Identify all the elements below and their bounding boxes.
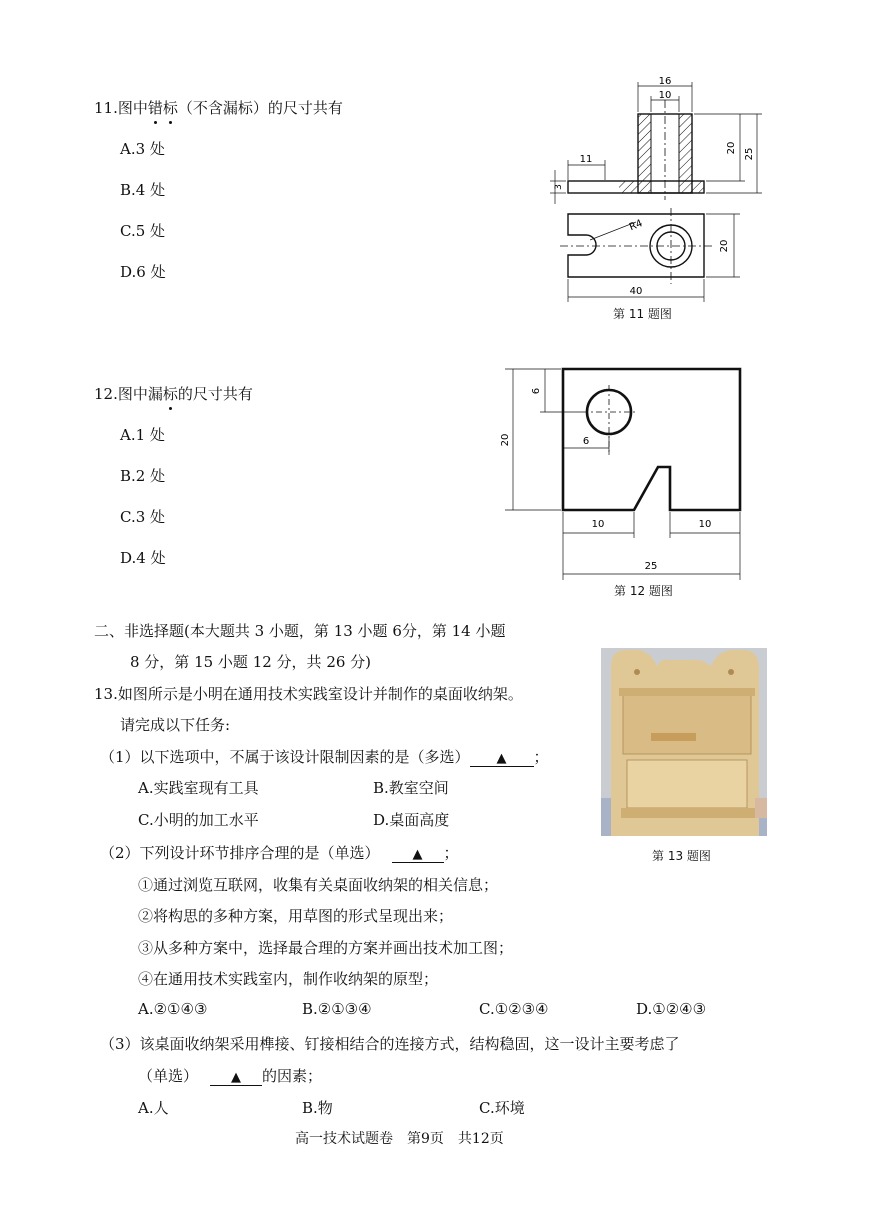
q12-dim-10-b: 10 bbox=[698, 519, 712, 530]
q11-dim-20-b: 20 bbox=[719, 239, 730, 253]
q13-part1-option-a: A.实践室现有工具 bbox=[138, 779, 259, 797]
q11-dim-16: 16 bbox=[658, 76, 672, 87]
q13-part2-option-c: C.①②③④ bbox=[479, 1000, 549, 1018]
q11-figure bbox=[540, 68, 780, 328]
q12-dim-10-a: 10 bbox=[591, 519, 605, 530]
q11-figure-caption: 第 11 题图 bbox=[613, 307, 672, 321]
q13-part2-tail: ； bbox=[443, 844, 459, 862]
q13-part3-option-b: B.物 bbox=[302, 1099, 333, 1117]
q11-suffix: （不含漏标）的尺寸共有 bbox=[177, 99, 343, 117]
section2-heading-line2: 8 分，第 15 小题 12 分，共 26 分) bbox=[130, 653, 372, 671]
q12-option-d: D.4 处 bbox=[120, 549, 166, 567]
q13-part2-text: （2）下列设计环节排序合理的是（单选） bbox=[100, 844, 380, 862]
q11-dim-20-a: 20 bbox=[726, 141, 737, 155]
q13-part2-question bbox=[100, 842, 459, 863]
q12-dim-25: 25 bbox=[644, 561, 658, 572]
q11-dim-11: 11 bbox=[579, 154, 593, 165]
section2-heading-line1: 二、非选择题(本大题共 3 小题，第 13 小题 6分，第 14 小题 bbox=[94, 622, 506, 640]
q13-part2-answer-blank[interactable]: ▲ bbox=[392, 847, 444, 863]
storage-rack-illustration bbox=[601, 648, 767, 836]
q11-option-b: B.4 处 bbox=[120, 181, 166, 199]
q13-part2-step-4: ④在通用技术实践室内，制作收纳架的原型； bbox=[138, 970, 439, 988]
q12-dim-20: 20 bbox=[500, 433, 511, 447]
q13-part2-option-b: B.②①③④ bbox=[302, 1000, 372, 1018]
q13-part1-option-b: B.教室空间 bbox=[373, 779, 449, 797]
q13-part3-prefix: （单选） bbox=[138, 1067, 199, 1085]
q11-option-c: C.5 处 bbox=[120, 222, 166, 240]
q13-part3-line1: （3）该桌面收纳架采用榫接、钉接相结合的连接方式，结构稳固，这一设计主要考虑了 bbox=[100, 1035, 680, 1053]
q13-part2-option-a: A.②①④③ bbox=[138, 1000, 208, 1018]
q11-option-d: D.6 处 bbox=[120, 263, 166, 281]
q13-part1-option-c: C.小明的加工水平 bbox=[138, 811, 259, 829]
q11-emphasis-1: 错 bbox=[147, 99, 163, 117]
q13-part1-option-d: D.桌面高度 bbox=[373, 811, 450, 829]
q12-emphasis: 标 bbox=[162, 385, 178, 403]
q11-dim-3: 3 bbox=[554, 184, 564, 190]
q13-part3-line2 bbox=[138, 1065, 322, 1086]
q13-intro-line2: 请完成以下任务: bbox=[120, 716, 231, 734]
q11-prefix: 11.图中 bbox=[94, 99, 148, 117]
q12-option-c: C.3 处 bbox=[120, 508, 166, 526]
q11-dim-25: 25 bbox=[744, 147, 755, 161]
q13-part2-step-2: ②将构思的多种方案，用草图的形式呈现出来； bbox=[138, 907, 454, 925]
q12-stem bbox=[94, 383, 253, 404]
q13-photo-caption: 第 13 题图 bbox=[652, 849, 711, 863]
page-footer: 高一技术试题卷 第9页 共12页 bbox=[295, 1131, 504, 1147]
q12-option-a: A.1 处 bbox=[120, 426, 165, 444]
q11-dim-r4: R4 bbox=[627, 218, 645, 234]
q11-option-a: A.3 处 bbox=[120, 140, 165, 158]
q13-part1-tail: ； bbox=[533, 748, 549, 766]
q12-suffix: 的尺寸共有 bbox=[177, 385, 253, 403]
q13-part3-option-c: C.环境 bbox=[479, 1099, 525, 1117]
q13-part3-suffix: 的因素； bbox=[262, 1067, 323, 1085]
q13-part2-option-d: D.①②④③ bbox=[636, 1000, 707, 1018]
q13-part3-option-a: A.人 bbox=[138, 1099, 169, 1117]
q12-figure bbox=[500, 360, 750, 580]
q12-option-b: B.2 处 bbox=[120, 467, 166, 485]
q13-part2-step-3: ③从多种方案中，选择最合理的方案并画出技术加工图； bbox=[138, 939, 514, 957]
q13-photo-storage-rack bbox=[601, 648, 767, 836]
q12-dim-6-b: 6 bbox=[582, 436, 590, 447]
q11-stem bbox=[94, 97, 343, 118]
q11-dim-10: 10 bbox=[658, 90, 672, 101]
q13-part1-question bbox=[100, 746, 549, 767]
q13-intro-line1: 13.如图所示是小明在通用技术实践室设计并制作的桌面收纳架。 bbox=[94, 685, 523, 703]
q13-part1-answer-blank[interactable]: ▲ bbox=[470, 751, 534, 767]
q13-part1-text: （1）以下选项中，不属于该设计限制因素的是（多选） bbox=[100, 748, 470, 766]
q12-figure-caption: 第 12 题图 bbox=[614, 584, 673, 598]
q13-part2-step-1: ①通过浏览互联网，收集有关桌面收纳架的相关信息； bbox=[138, 876, 499, 894]
q13-part3-answer-blank[interactable]: ▲ bbox=[210, 1070, 262, 1086]
q11-dim-40: 40 bbox=[629, 286, 643, 297]
q11-emphasis-2: 标 bbox=[162, 99, 178, 117]
q12-prefix: 12.图中漏 bbox=[94, 385, 163, 403]
q12-dim-6-a: 6 bbox=[531, 387, 542, 395]
